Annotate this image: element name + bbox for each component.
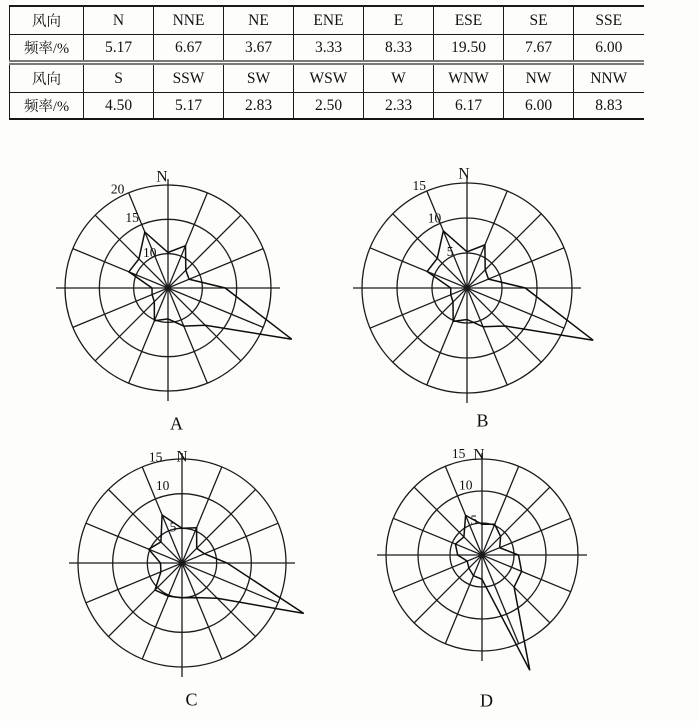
option-label-C: C bbox=[185, 689, 199, 710]
direction-cell: N bbox=[84, 6, 154, 35]
row-header-direction: 风向 bbox=[10, 6, 84, 35]
radial-tick-label: 10 bbox=[155, 477, 170, 493]
radial-tick-label: 10 bbox=[459, 477, 473, 493]
row-header-direction: 风向 bbox=[10, 63, 84, 93]
frequency-cell: 6.67 bbox=[154, 35, 224, 63]
radial-tick-label: 15 bbox=[412, 178, 426, 194]
direction-cell: SE bbox=[504, 6, 574, 35]
row-header-frequency: 频率/% bbox=[10, 93, 84, 120]
frequency-cell: 4.50 bbox=[84, 93, 154, 120]
frequency-cell: 6.00 bbox=[504, 93, 574, 120]
radial-tick-label: 20 bbox=[110, 181, 125, 197]
frequency-cell: 5.17 bbox=[84, 35, 154, 63]
direction-cell: NNE bbox=[154, 6, 224, 35]
wind-rose-C bbox=[69, 449, 304, 678]
north-label: N bbox=[473, 446, 485, 464]
frequency-cell: 6.17 bbox=[434, 93, 504, 120]
direction-cell: NNW bbox=[574, 63, 644, 93]
option-label-D: D bbox=[480, 690, 494, 711]
radial-tick-label: 10 bbox=[143, 244, 157, 260]
direction-cell: SSE bbox=[574, 6, 644, 35]
frequency-cell: 2.83 bbox=[224, 93, 294, 120]
direction-cell: W bbox=[364, 63, 434, 93]
radial-tick-label: 5 bbox=[446, 244, 454, 260]
direction-cell: SW bbox=[224, 63, 294, 93]
north-label: N bbox=[458, 165, 470, 183]
frequency-cell: 8.83 bbox=[574, 93, 644, 120]
direction-cell: SSW bbox=[154, 63, 224, 93]
frequency-cell: 6.00 bbox=[574, 35, 644, 63]
direction-cell: E bbox=[364, 6, 434, 35]
direction-cell: NE bbox=[224, 6, 294, 35]
direction-cell: WNW bbox=[434, 63, 504, 93]
radial-tick-label: 10 bbox=[427, 210, 442, 226]
frequency-cell: 19.50 bbox=[434, 35, 504, 63]
frequency-cell: 2.50 bbox=[294, 93, 364, 120]
north-label: N bbox=[156, 168, 168, 186]
row-header-frequency: 频率/% bbox=[10, 35, 84, 63]
direction-cell: NW bbox=[504, 63, 574, 93]
direction-cell: S bbox=[84, 63, 154, 93]
option-label-A: A bbox=[170, 413, 184, 434]
frequency-cell: 8.33 bbox=[364, 35, 434, 63]
radial-tick-label: 15 bbox=[451, 446, 466, 462]
radial-tick-label: 5 bbox=[470, 512, 478, 528]
radial-tick-label: 15 bbox=[148, 449, 163, 465]
radial-tick-label: 15 bbox=[125, 210, 139, 226]
wind-rose-B bbox=[353, 166, 593, 404]
option-label-B: B bbox=[476, 410, 490, 431]
direction-cell: ESE bbox=[434, 6, 504, 35]
radial-tick-label: 5 bbox=[169, 519, 177, 535]
wind-rose-A bbox=[56, 169, 292, 402]
direction-cell: WSW bbox=[294, 63, 364, 93]
frequency-cell: 2.33 bbox=[364, 93, 434, 120]
frequency-cell: 7.67 bbox=[504, 35, 574, 63]
frequency-cell: 5.17 bbox=[154, 93, 224, 120]
direction-cell: ENE bbox=[294, 6, 364, 35]
wind-rose-D bbox=[377, 446, 587, 670]
north-label: N bbox=[176, 448, 188, 466]
frequency-cell: 3.33 bbox=[294, 35, 364, 63]
frequency-cell: 3.67 bbox=[224, 35, 294, 63]
